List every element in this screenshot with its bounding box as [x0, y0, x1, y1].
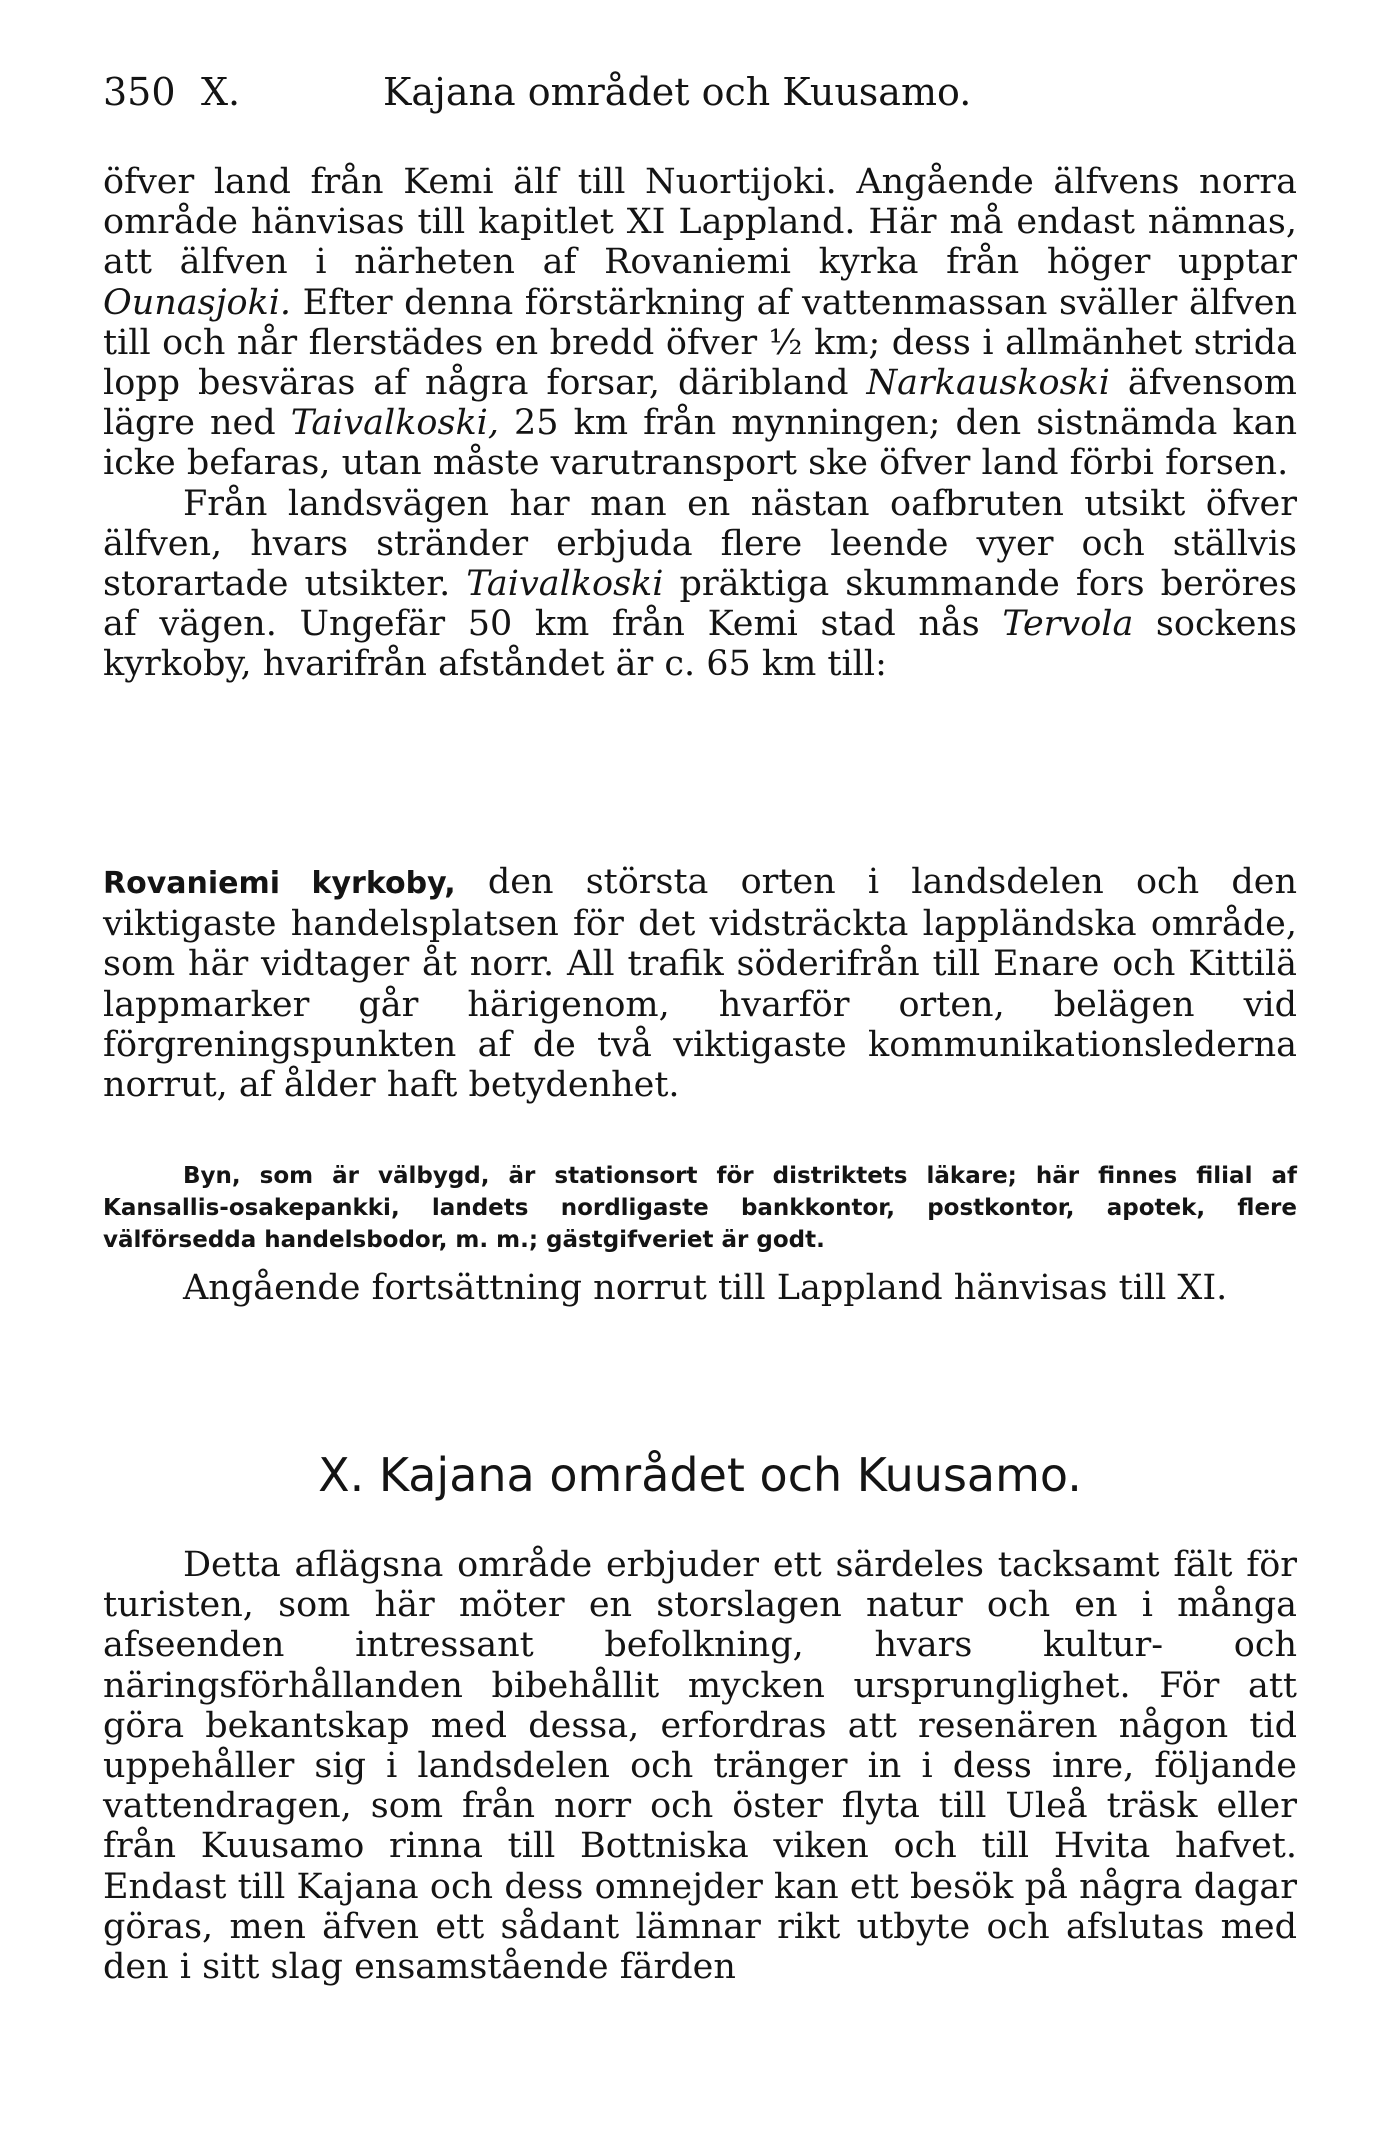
text-run: Efter denna förstärkning af vattenmassan sväller älfven till och når flerstädes en bredd öfver ½ km; dess i allmänhet strida lopp besväras af några forsar, däribland [103, 282, 1297, 404]
text-run: äfvensom lägre ned [103, 363, 1297, 444]
page-number: 350 [103, 70, 176, 114]
italic-place-name: Tervola [1002, 604, 1134, 645]
paragraph [103, 484, 1297, 685]
italic-river-name: Ounasjoki. [103, 282, 292, 323]
section-body-2 [103, 1545, 1297, 1987]
header-section-number: X. [201, 70, 241, 114]
chapter-heading: X. Kajana området och Kuusamo. [318, 1448, 1082, 1502]
small-print-note [103, 1160, 1297, 1256]
italic-rapids-name: Taivalkoski, [290, 403, 499, 444]
continuation-note [103, 1268, 1297, 1308]
entry-place-name: Rovaniemi kyrkoby, [103, 866, 456, 901]
text-run: 25 km från mynningen; den sistnämda kan icke befaras, utan måste varutransport ske öfver land förbi forsen. [103, 403, 1297, 484]
section-body-1 [103, 162, 1297, 685]
entry-text: den största orten i landsdelen och den viktigaste handelsplatsen för det vidsträckta lappländska område, som här vidtager åt norr. All trafik söderifrån till Enare och Kittilä lappmarker går härigenom, hvarför orten, belägen vid förgreningspunkten af de två viktigaste kommunikationslederna norrut, af ålder haft betydenhet. [103, 862, 1297, 1106]
text-run: präktiga skummande fors beröres af vägen. Ungefär 50 km från Kemi stad nås [103, 564, 1297, 645]
text-run: sockens kyrkoby, hvarifrån afståndet är c. 65 km till: [103, 604, 1297, 685]
text-run: Från landsvägen har man en nästan oafbruten utsikt öfver älfven, hvars stränder erbjuda flere leende vyer och ställvis storartade utsikter. [103, 483, 1297, 605]
place-entry [103, 862, 1297, 1105]
italic-rapids-name: Narkauskoski [866, 363, 1110, 404]
paragraph [103, 162, 1297, 484]
paragraph: Detta aflägsna område erbjuder ett särdeles tacksamt fält för turisten, som här möter en storslagen natur och en i många afseenden intressant befolkning, hvars kultur- och näringsförhållanden bibehållit mycken ursprunglighet. För att göra bekantskap med dessa, erfordras att resenären någon tid uppehåller sig i landsdelen och tränger in i dess inre, följande vattendragen, som från norr och öster flyta till Uleå träsk eller från Kuusamo rinna till Bottniska viken och till Hvita hafvet. Endast till Kajana och dess omnejder kan ett besök på några dagar göras, men äfven ett sådant lämnar rikt utbyte och afslutas med den i sitt slag ensamstående färden [103, 1545, 1297, 1988]
continuation-paragraph: Angående fortsättning norrut till Lappland hänvisas till XI. [183, 1268, 1228, 1308]
small-print-paragraph: Byn, som är välbygd, är stationsort för distriktets läkare; här finnes filial af Kansallis-osakepankki, landets nordligaste bankkontor, postkontor, apotek, flere välförsedda handelsbodor, m. m.; gästgifveriet är godt. [103, 1163, 1297, 1253]
italic-rapids-name: Taivalkoski [466, 564, 664, 605]
text-run: öfver land från Kemi älf till Nuortijoki. Angående älfvens norra område hänvisas till kapitlet XI Lappland. Här må endast nämnas, att älfven i närheten af Rovaniemi kyrka från höger upptar [103, 162, 1297, 283]
header-title: Kajana området och Kuusamo. [383, 70, 972, 114]
